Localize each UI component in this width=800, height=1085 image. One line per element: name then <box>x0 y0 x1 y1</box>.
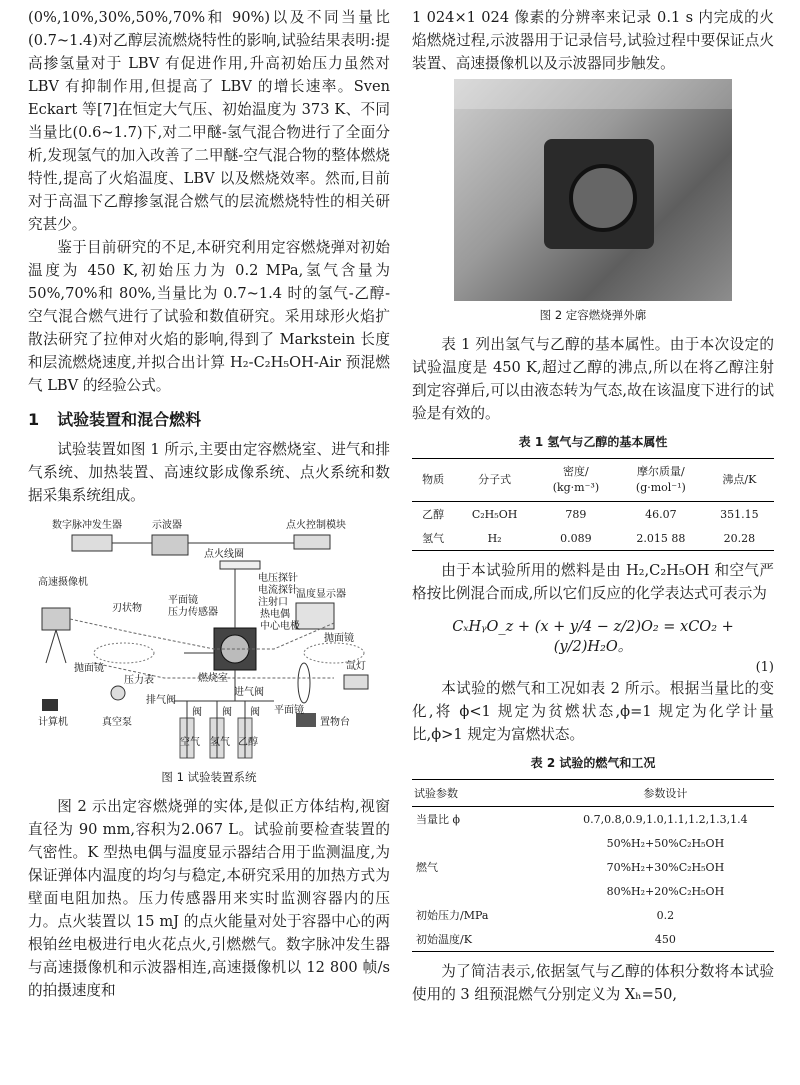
t2-gas-2: 70%H₂+30%C₂H₅OH <box>606 860 725 874</box>
figure-1-diagram <box>34 513 384 763</box>
t2-phi-label: 当量比 ϕ <box>416 813 460 826</box>
label-injection-port: 注射口 <box>258 597 288 608</box>
t2-gas-1: 50%H₂+50%C₂H₅OH <box>606 836 725 850</box>
label-air: 空气 <box>180 737 200 748</box>
label-center-electrode: 中心电极 <box>260 621 300 632</box>
t2-temp-label: 初始温度/K <box>416 933 472 946</box>
label-pressure-sensor: 压力传感器 <box>168 607 218 618</box>
label-flat-mirror-2: 平面镜 <box>274 705 304 716</box>
table-cell: 氢气 <box>422 532 445 545</box>
figure-2-caption: 图 2 定容燃烧弹外廓 <box>539 308 647 322</box>
experimental-setup-schematic <box>34 513 384 763</box>
table-1-caption: 表 1 氢气与乙醇的基本属性 <box>518 435 668 449</box>
table-cell: H₂ <box>487 531 502 545</box>
t1-header-density: 密度/ (kg·m⁻³) <box>535 459 617 502</box>
t1-header-boiling-point: 沸点/K <box>705 459 774 502</box>
label-knife-edge: 刃状物 <box>112 603 142 614</box>
left-column <box>28 6 390 1002</box>
ignition-coil <box>220 561 260 569</box>
label-ethanol: 乙醇 <box>238 737 258 748</box>
paragraph-last: 为了简洁表示,依据氢气与乙醇的体积分数将本试验使用的 3 组预混燃气分别定义为 Xₕ=50, <box>412 963 774 1003</box>
t2-gas-3: 80%H₂+20%C₂H₅OH <box>606 884 725 898</box>
table-1 <box>412 458 774 551</box>
table-row <box>412 807 774 832</box>
label-thermocouple: 热电偶 <box>260 609 290 620</box>
t2-pressure-value: 0.2 <box>656 908 675 922</box>
label-valve-2: 阀 <box>222 707 232 718</box>
t1-header-substance: 物质 <box>412 459 454 502</box>
label-stage: 置物台 <box>320 717 350 728</box>
label-pressure-gauge: 压力表 <box>124 675 154 686</box>
equation-1: CₓHᵧO_z + (x + y/4 − z/2)O₂ = xCO₂ + (y/2)H₂O。 <box>452 619 734 655</box>
label-ignition-coil: 点火线圈 <box>204 549 244 560</box>
label-xenon-lamp: 氙灯 <box>346 661 366 672</box>
right-column <box>412 6 774 1006</box>
equation-number: (1) <box>755 660 774 675</box>
high-speed-camera-box <box>42 608 70 630</box>
table-cell: 351.15 <box>720 507 759 521</box>
table-cell: 20.28 <box>723 531 756 545</box>
table-cell: 2.015 88 <box>636 531 686 545</box>
paragraph-fuel: 由于本试验所用的燃料是由 H₂,C₂H₅OH 和空气严格按比例混合而成,所以它们反应的化学表达式可表示为 <box>412 562 774 602</box>
table-cell: C₂H₅OH <box>471 507 518 521</box>
t2-gas-label: 燃气 <box>416 861 438 874</box>
label-parabolic-mirror-left: 抛面镜 <box>74 663 104 674</box>
oscilloscope-box <box>152 535 188 555</box>
label-ignition-control: 点火控制模块 <box>286 520 346 531</box>
table-cell: 789 <box>565 507 587 521</box>
label-voltage-probe: 电压探针 <box>258 573 298 584</box>
paragraph-table2-intro: 本试验的燃气和工况如表 2 所示。根据当量比的变化,将 ϕ<1 规定为贫燃状态,ϕ=1 规定为化学计量比,ϕ>1 规定为富燃状态。 <box>412 680 774 743</box>
paragraph-intro-continued: (0%,10%,30%,50%,70%和 90%)以及不同当量比(0.7~1.4)对乙醇层流燃烧特性的影响,试验结果表明:提高掺氢量对于 LBV 有促进作用,升高初始压力虽然对 LBV 有抑制作用,但提高了 LBV 的增长速率。Sven Eckart 等[7]在恒定大气压、初始温度为 373 K、不同当量比(0.6~1.7)下,对二甲醚-氢气混合物进行了全面分析,发现氢气的加入改善了二甲醚-空气混合物的整体燃烧特性,提高了火焰温度、LBV 以及燃烧效率。然而,目前对于高温下乙醇掺氢混合燃气的层流燃烧特性的相关研究甚少。 <box>28 9 390 233</box>
label-exhaust-valve: 排气阀 <box>146 695 176 706</box>
paragraph-setup: 试验装置如图 1 所示,主要由定容燃烧室、进气和排气系统、加热装置、高速纹影成像系统、点火系统和数据采集系统组成。 <box>28 441 390 504</box>
t2-header-param: 试验参数 <box>412 780 557 807</box>
computer-box <box>42 699 58 711</box>
label-computer: 计算机 <box>38 717 68 728</box>
paragraph-camera: 1 024×1 024 像素的分辨率来记录 0.1 s 内完成的火焰燃烧过程,示波器用于记录信号,试验过程中要保证点火装置、高速摄像机以及示波器同步触发。 <box>412 9 774 72</box>
table-row <box>412 502 774 527</box>
t1-header-formula: 分子式 <box>454 459 535 502</box>
label-current-probe: 电流探针 <box>258 585 298 596</box>
label-hydrogen: 氢气 <box>210 737 230 748</box>
lens <box>298 663 310 703</box>
t2-pressure-label: 初始压力/MPa <box>416 909 489 922</box>
section-title: 试验装置和混合燃料 <box>57 410 202 429</box>
table-cell: 46.07 <box>645 507 677 521</box>
label-pulse-generator: 数字脉冲发生器 <box>52 520 122 531</box>
table-row <box>412 927 774 952</box>
table-row <box>412 903 774 927</box>
chamber-window-photo <box>569 164 637 232</box>
table-row <box>412 831 774 855</box>
label-camera: 高速摄像机 <box>38 577 88 588</box>
pulse-generator-box <box>72 535 112 551</box>
vacuum-pump <box>111 686 125 700</box>
t1-header-molar-mass: 摩尔质量/ (g·mol⁻¹) <box>617 459 705 502</box>
photo-background-top <box>454 79 732 109</box>
t2-phi-value: 0.7,0.8,0.9,1.0,1.1,1.2,1.3,1.4 <box>583 812 748 826</box>
section-number: 1 <box>28 410 40 429</box>
paragraph-research-goal: 鉴于目前研究的不足,本研究利用定容燃烧弹对初始温度为 450 K,初始压力为 0.2 MPa,氢气含量为 50%,70%和 80%,当量比为 0.7~1.4 时的氢气-乙醇-空气混合燃气进行了试验和数值研究。采用球形火焰扩散法研究了拉伸对火焰的影响,得到了 Markstein 长度和层流燃烧速度,并拟合出计算 H₂-C₂H₅OH-Air 预混燃气 LBV 的经验公式。 <box>28 239 390 394</box>
label-temperature-display: 温度显示器 <box>296 589 346 600</box>
label-parabolic-mirror-right: 抛面镜 <box>324 633 354 644</box>
paragraph-table1-intro: 表 1 列出氢气与乙醇的基本属性。由于本次设定的试验温度是 450 K,超过乙醇的沸点,所以在将乙醇注射到定容弹后,可以由液态转为气态,故在该温度下进行的试验是有效的。 <box>412 336 774 422</box>
table-row <box>412 526 774 551</box>
t2-header-design: 参数设计 <box>557 780 774 807</box>
table-cell: 乙醇 <box>422 508 445 521</box>
label-oscilloscope: 示波器 <box>152 520 182 531</box>
label-flat-mirror: 平面镜 <box>168 595 198 606</box>
label-valve-3: 阀 <box>250 707 260 718</box>
t2-temp-value: 450 <box>654 932 676 946</box>
paragraph-figure-2-description: 图 2 示出定容燃烧弹的实体,是似正方体结构,视窗直径为 90 mm,容积为2.067 L。试验前要检查装置的气密性。K 型热电偶与温度显示器结合用于监测温度,为保证弹体内温度的均匀与稳定,本研究采用的加热方式为壁面电阻加热。压力传感器用来实时监测容器内的压力。点火装置以 15 mJ 的点火能量对处于容器中心的两根铂丝电极进行电火花点火,引燃燃气。数字脉冲发生器与高速摄像机和示波器相连,高速摄像机以 12 800 帧/s 的拍摄速度和 <box>28 798 390 999</box>
table-2 <box>412 779 774 952</box>
ignition-control-box <box>294 535 330 549</box>
figure-1-caption: 图 1 试验装置系统 <box>161 770 257 784</box>
label-intake-valve: 进气阀 <box>234 687 264 698</box>
label-valve-1: 阀 <box>192 707 202 718</box>
table-cell: 0.089 <box>560 531 592 545</box>
table-2-caption: 表 2 试验的燃气和工况 <box>530 756 656 770</box>
label-vacuum-pump: 真空泵 <box>102 717 132 728</box>
xenon-lamp <box>344 675 368 689</box>
label-chamber: 燃烧室 <box>198 673 228 684</box>
section-heading <box>28 407 390 430</box>
figure-2-photo <box>454 79 732 301</box>
